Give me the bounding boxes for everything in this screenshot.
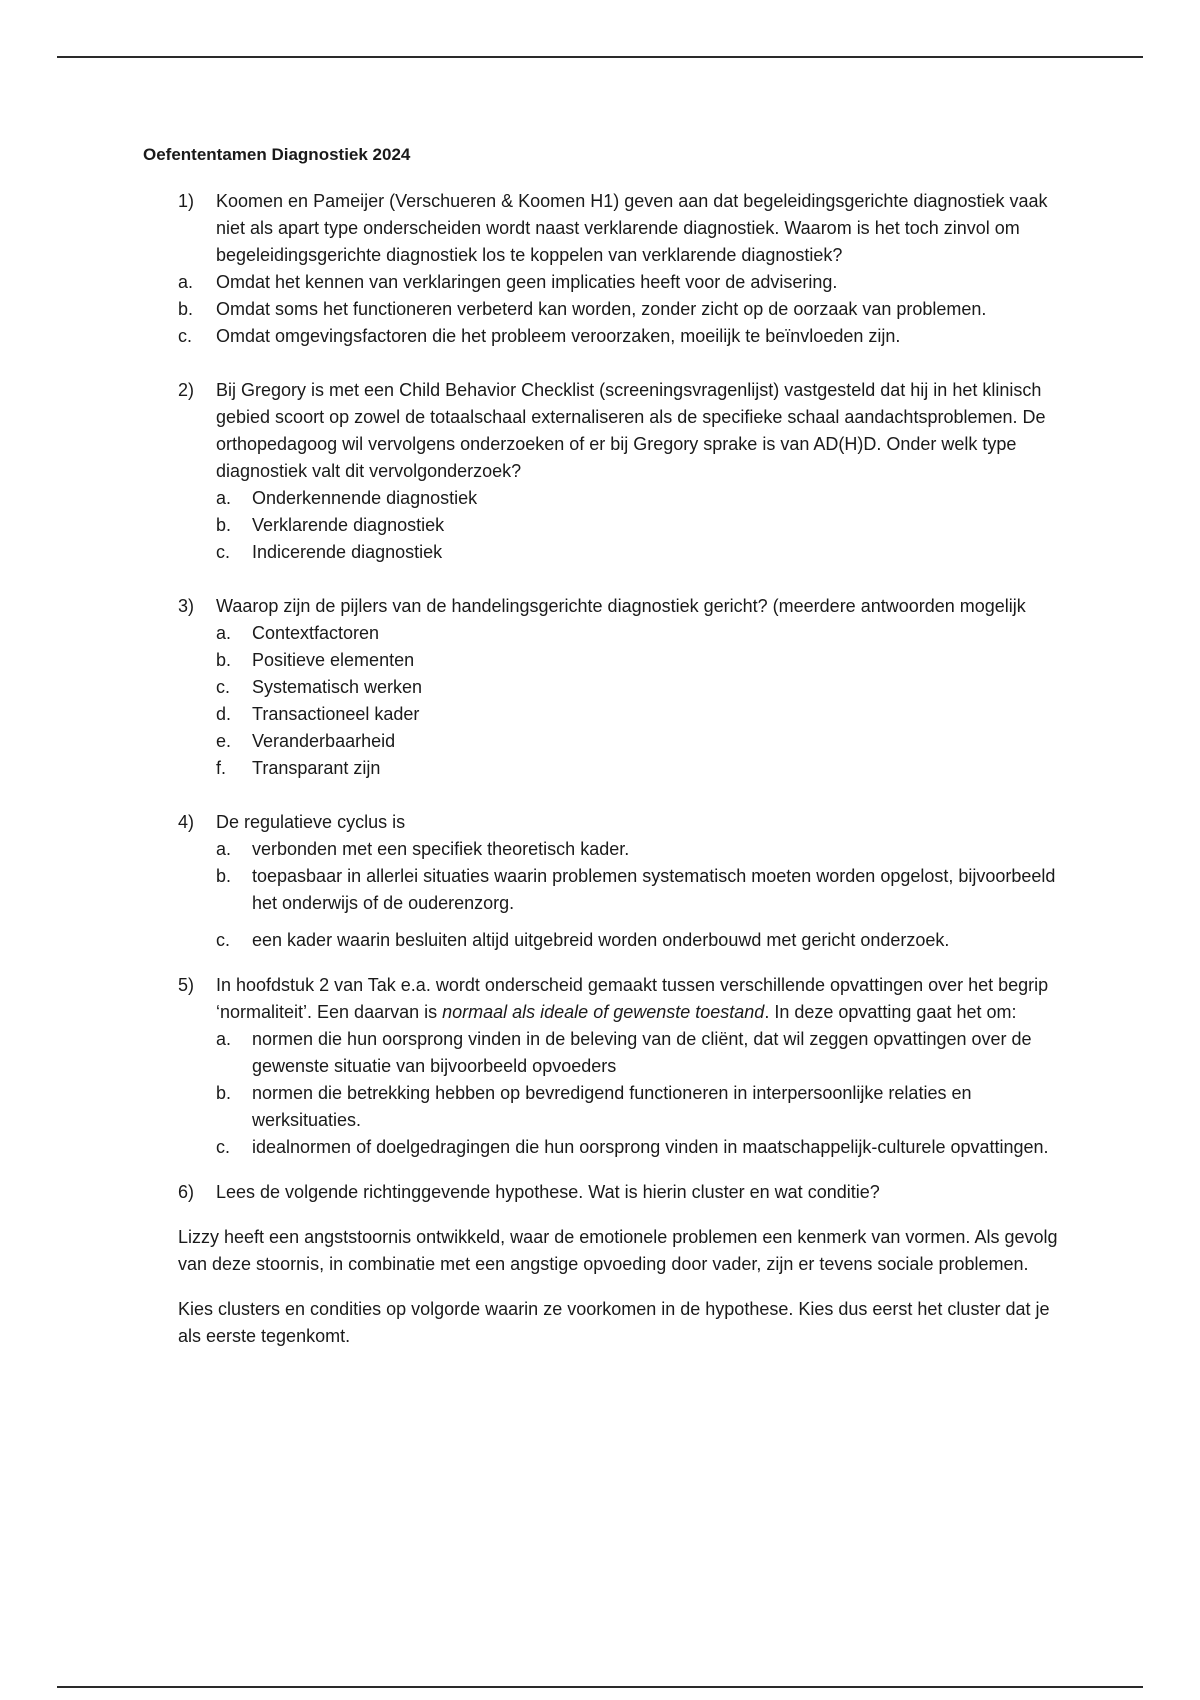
option-text: verbonden met een specifiek theoretisch kader. <box>252 839 630 859</box>
option-c <box>178 674 1058 701</box>
bottom-rule <box>57 1686 1143 1688</box>
option-text: Positieve elementen <box>252 650 415 670</box>
question-text: Waarop zijn de pijlers van de handelingsgerichte diagnostiek gericht? (meerdere antwoorden mogelijk <box>216 596 1026 616</box>
question-number: 6) <box>178 1182 195 1202</box>
question-number: 5) <box>178 975 195 995</box>
option-text: Veranderbaarheid <box>252 731 396 751</box>
option-text: Omdat omgevingsfactoren die het probleem veroorzaken, moeilijk te beïnvloeden zijn. <box>216 326 901 346</box>
question-text: Bij Gregory is met een Child Behavior Checklist (screeningsvragenlijst) vastgesteld dat hij in het klinisch gebied scoort op zowel de totaalschaal externaliseren als de specifieke schaal aandachtsproblemen. De orthopedagoog wil vervolgens onderzoeken of er bij Gregory sprake is van AD(H)D. Onder welk type diagnostiek valt dit vervolgonderzoek? <box>216 380 1046 481</box>
option-label: f. <box>216 758 227 778</box>
option-b <box>178 647 1058 674</box>
option-label: b. <box>216 1083 232 1103</box>
option-text: toepasbaar in allerlei situaties waarin problemen systematisch moeten worden opgelost, bijvoorbeeld het onderwijs of de ouderenzorg. <box>252 866 1056 913</box>
option-b <box>178 1080 1058 1134</box>
option-e <box>178 728 1058 755</box>
option-label: a. <box>216 839 232 859</box>
question-number: 1) <box>178 191 195 211</box>
question-2 <box>178 377 1058 566</box>
option-b <box>178 863 1058 917</box>
option-text: Transactioneel kader <box>252 704 420 724</box>
question-4 <box>178 809 1058 954</box>
question-text: Lees de volgende richtinggevende hypothese. Wat is hierin cluster en wat conditie? <box>216 1182 880 1202</box>
option-label: b. <box>216 650 232 670</box>
option-a <box>178 269 1058 296</box>
option-label: b. <box>216 515 232 535</box>
option-f <box>178 755 1058 782</box>
instruction-text: Kies clusters en condities op volgorde waarin ze voorkomen in de hypothese. Kies dus eerst het cluster dat je als eerste tegenkomt. <box>178 1299 1050 1346</box>
option-text: Omdat het kennen van verklaringen geen implicaties heeft voor de advisering. <box>216 272 838 292</box>
option-label: a. <box>216 1029 232 1049</box>
top-rule <box>57 56 1143 58</box>
option-b <box>178 296 1058 323</box>
italic-term: normaal als ideale of gewenste toestand <box>442 1002 765 1022</box>
option-text: een kader waarin besluiten altijd uitgebreid worden onderbouwd met gericht onderzoek. <box>252 930 950 950</box>
option-label: e. <box>216 731 232 751</box>
option-label: a. <box>178 272 194 292</box>
option-label: b. <box>216 866 232 886</box>
option-label: b. <box>178 299 194 319</box>
question-5 <box>178 972 1058 1161</box>
option-label: c. <box>216 1137 231 1157</box>
question-number: 2) <box>178 380 195 400</box>
question-number: 4) <box>178 812 195 832</box>
option-c <box>178 927 1058 954</box>
option-label: c. <box>216 542 231 562</box>
page-title: Oefententamen Diagnostiek 2024 <box>143 145 411 164</box>
option-text: Omdat soms het functioneren verbeterd kan worden, zonder zicht op de oorzaak van problemen. <box>216 299 987 319</box>
option-a <box>178 1026 1058 1080</box>
question-list <box>178 188 1058 1350</box>
question-text: Koomen en Pameijer (Verschueren & Koomen H1) geven aan dat begeleidingsgerichte diagnostiek vaak niet als apart type onderscheiden wordt naast verklarende diagnostiek. Waarom is het toch zinvol om begeleidingsgerichte diagnostiek los te koppelen van verklarende diagnostiek? <box>216 191 1048 265</box>
question-text: In hoofdstuk 2 van Tak e.a. wordt onderscheid gemaakt tussen verschillende opvattingen over het begrip ‘normaliteit’. Een daarvan is normaal als ideale of gewenste toestand. In deze opvatting gaat het om: <box>216 975 1049 1022</box>
option-label: c. <box>216 677 231 697</box>
option-a <box>178 485 1058 512</box>
option-text: Onderkennende diagnostiek <box>252 488 478 508</box>
option-d <box>178 701 1058 728</box>
option-text: Indicerende diagnostiek <box>252 542 443 562</box>
question-3 <box>178 593 1058 782</box>
option-label: c. <box>178 326 193 346</box>
option-c <box>178 539 1058 566</box>
option-text: idealnormen of doelgedragingen die hun oorsprong vinden in maatschappelijk-culturele opvattingen. <box>252 1137 1049 1157</box>
option-text: normen die hun oorsprong vinden in de beleving van de cliënt, dat wil zeggen opvattingen over de gewenste situatie van bijvoorbeeld opvoeders <box>252 1029 1032 1076</box>
option-text: Systematisch werken <box>252 677 423 697</box>
option-text: normen die betrekking hebben op bevredigend functioneren in interpersoonlijke relaties en werksituaties. <box>252 1083 972 1130</box>
question-text: De regulatieve cyclus is <box>216 812 406 832</box>
option-text: Contextfactoren <box>252 623 380 643</box>
option-a <box>178 836 1058 863</box>
case-description: Lizzy heeft een angststoornis ontwikkeld, waar de emotionele problemen een kenmerk van vormen. Als gevolg van deze stoornis, in combinatie met een angstige opvoeding door vader, zijn er tevens sociale problemen. <box>178 1227 1058 1274</box>
option-label: a. <box>216 488 232 508</box>
option-text: Transparant zijn <box>252 758 381 778</box>
question-number: 3) <box>178 596 195 616</box>
question-6 <box>178 1179 1058 1350</box>
option-label: d. <box>216 704 232 724</box>
option-text: Verklarende diagnostiek <box>252 515 445 535</box>
option-a <box>178 620 1058 647</box>
option-c <box>178 323 1058 350</box>
option-b <box>178 512 1058 539</box>
question-1 <box>178 188 1058 350</box>
option-label: a. <box>216 623 232 643</box>
option-c <box>178 1134 1058 1161</box>
option-label: c. <box>216 930 231 950</box>
